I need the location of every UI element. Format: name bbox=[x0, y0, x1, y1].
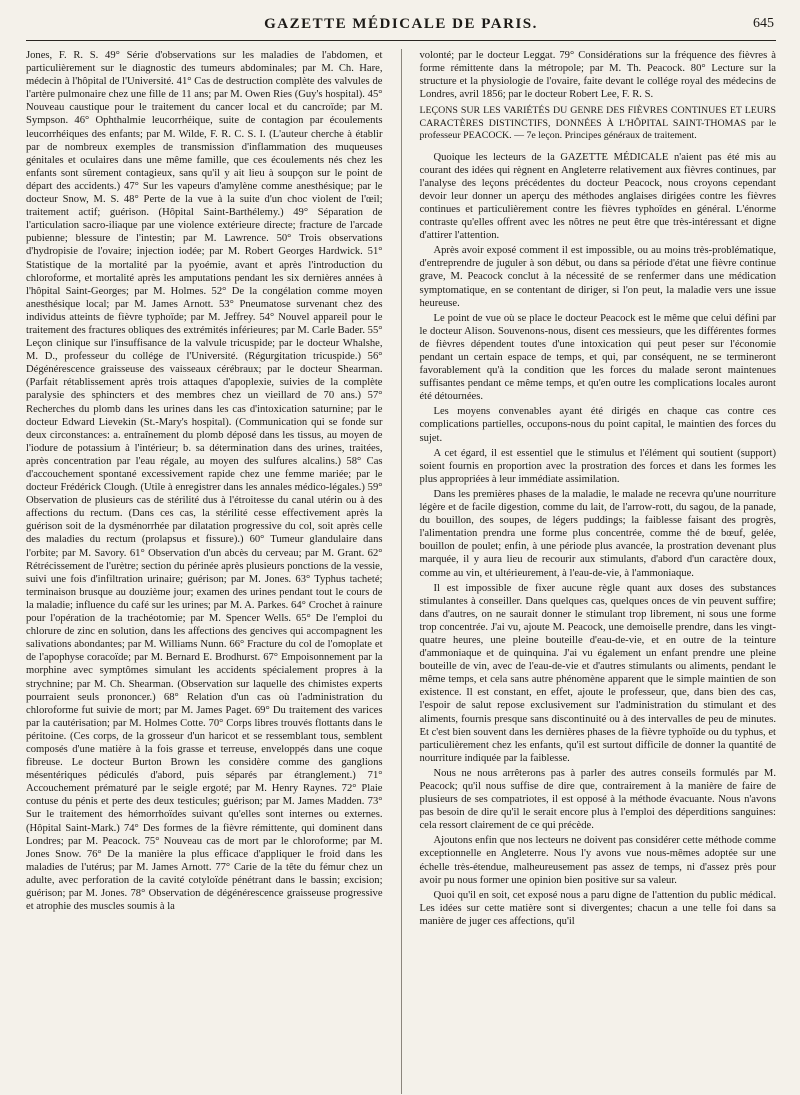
paragraph-5: A cet égard, il est essentiel que le stimulus et l'élément qui soutient (support) soient fournis en proportion avec la prostration des forces et dans les formes les plus appropriées à leur immédiate assimilation. bbox=[419, 447, 776, 485]
paragraph-10: Quoi qu'il en soit, cet exposé nous a paru digne de l'attention du public médical. Les idées sur cette matière sont si divergentes; chacun a une telle foi dans sa manière de juger ces affections, qu'il bbox=[419, 889, 776, 927]
page-number: 645 bbox=[753, 16, 774, 31]
left-column-text: Jones, F. R. S. 49° Série d'observations sur les maladies de l'abdomen, et particulièrement sur le diagnostic des tumeurs abdominales; par M. Ch. Hare, médecin à l'hôpital de l'Université. 41° Cas de destruction complète des valvules de l'artère pulmonaire chez une fille de 11 ans; par M. Owen Ries (Guy's hospital). 45° Nouveau caustique pour le traitement du cancer local et du cancroïde; par M. Sympson. 46° Ophthalmie leucorrhéique, suite de contagion par écoulements leucorrhéiques des enfants; par M. Wilde, F. R. C. S. I. (L'auteur cherche à établir par de nombreux exemples de transmission d'inflammation des muqueuses génitales et oculaires dans une même famille, que ces écoulements nés chez les enfants sont sûrement contagieux, sans qu'il y ait lieu à soupçon sur le point de départ des accidents.) 47° Sur les vapeurs d'amylène comme anesthésique; par le docteur Snow, M. S. 48° Perte de la vue à la suite d'un choc violent de l'œil; traitement actif; guérison. (Hôpital Saint-Barthélemy.) 49° Séparation de l'articulation sacro-iliaque par une violence extérieure directe; fracture de l'arcade pubienne; blessure de l'intestin; par M. Lawrence. 50° Trois observations d'hydropisie de l'ovaire; injection iodée; par M. Robert Georges Hardwick. 51° Statistique de la mortalité par la pyoémie, avant et après l'introduction du chloroforme, et mortalité après les amputations pendant les six dernières années à l'hôpital Saint-Georges; par M. Holmes. 52° De la congélation comme moyen anesthésique local; par M. James Arnott. 53° Pneumatose survenant chez des individus atteints de fièvre typhoïde; par M. Jeffrey. 54° Nouvel appareil pour le traitement des fractures obliques des extrémités inférieures; par M. Carle Bader. 55° Leçon clinique sur l'insuffisance de la valvule tricuspide; par le docteur Whalshe, M. D., professeur du collége de l'Université. (Régurgitation tricuspide.) 56° Dégénérescence graisseuse des vaisseaux cérébraux; par le docteur Shearman. (Parfait rétablissement après trois attaques d'apoplexie, suivies de la complète paralysie des sphincters et des membres chez un vieillard de 70 ans.) 57° Recherches du plomb dans les urines dans les cas d'intoxication saturnine; par le docteur Edward Lievekin (St.-Mary's hospital). (Communication qui se fonde sur deux circonstances: a. entraînement du plomb déposé dans les tissus, au moyen de l'iodure de potassium à l'intérieur; b. sa détermination dans des urines, traitées, après concentration par l'eau régale, au moyen des sulfures alcalins.) 58° Cas d'accouchement spontané excessivement rapide chez une femme mariée; par le docteur Frédérick Clough. (Utile à enregistrer dans les annales médico-légales.) 59° Observation de plusieurs cas de stérilité dus à l'étroitesse du canal utérin ou à des affections du rectum. (Dans ces cas, la stérilité cesse effectivement après la guérison soit de la dysménorrhée par dilatation progressive du col, soit après celle des maladies du rectum (prolapsus et fissure).) 60° Tumeur glandulaire dans l'orbite; par M. Savory. 61° Observation d'un abcès du cerveau; par M. Grant. 62° Rétrécissement de l'urètre; section du périnée après plusieurs ponctions de la vessie, suivi une fois d'infiltration urinaire; guérison; par M. Jones. 63° Typhus tacheté; terminaison brusque au douzième jour; examen des urines pendant tout le cours de la maladie; influence du café sur les urines; par M. A. Parkes. 64° Crochet à rainure pour l'opération de la trachéotomie; par M. Spencer Wells. 65° De l'emploi du chlorure de zinc en solution, dans les affections des gencives qui accompagnent les salivations abondantes; par M. Williams Nunn. 66° Fracture du col de l'omoplate et de l'apophyse coracoïde; par M. Bernard E. Brodhurst. 67° Empoisonnement par la morphine avec symptômes simulant les accidents spécialement propres à la strychnine; par M. Ch. Shearman. (Observation sur laquelle des chimistes experts pourraient seuls prononcer.) 68° Relation d'un cas où l'administration du chloroforme fut suivie de mort; par M. James Paget. 69° Du traitement des varices par la cautérisation; par M. Holmes Cotte. 70° Corps libres trouvés flottants dans le péritoine. (Ces corps, de la grosseur d'un haricot et se ressemblant tous, semblent composés d'une matière à la fois grasse et terreuse, enveloppés dans une coque fibreuse. Le docteur Burton Brown les considère comme des ganglions mésentériques pédiculés d'abord, puis séparés par étranglement.) 71° Accouchement prématuré par le seigle ergoté; par M. Henry Raynes. 72° Plaie contuse du pénis et perte des deux testicules; guérison; par M. James Madden. 73° Sur le traitement des hémorrhoïdes suivant qu'elles sont internes ou externes. (Hôpital Saint-Mark.) 74° Des formes de la fièvre rémittente, qui dominent dans Londres; par M. Peacock. 75° Nouveau cas de mort par le chloroforme; par M. Jones Snow. 76° De la manière la plus efficace d'appliquer le froid dans les maladies de l'utérus; par M. James Arnott. 77° Carie de la tête du fémur chez un adulte, avec perforation de la cavité cotyloïde pénétrant dans le bassin; excision; guérison; par M. Jones. 78° Observation de dégénérescence graisseuse progressive et atrophie des muscles soumis à la bbox=[26, 50, 383, 913]
paragraph-9: Ajoutons enfin que nos lecteurs ne doivent pas considérer cette méthode comme exceptionnelle en Angleterre. Nous l'y avons vue nous-mêmes adoptée sur une échelle très-étendue, malheureusement pas assez de temps, ni d'assez près pour avoir pu nous former une opinion bien positive sur sa valeur. bbox=[419, 835, 776, 886]
page-header bbox=[26, 14, 776, 41]
left-column bbox=[26, 49, 383, 1094]
article-heading: LEÇONS SUR LES VARIÉTÉS DU GENRE DES FIÈVRES CONTINUES ET LEURS CARACTÈRES DISTINCTIFS, DONNÉES À L'HÔPITAL SAINT-THOMAS par le professeur PEACOCK. — 7e leçon. Principes généraux de traitement. bbox=[419, 105, 776, 142]
text-columns bbox=[26, 49, 776, 1094]
paragraph-2: Après avoir exposé comment il est impossible, ou au moins très-problématique, d'entreprendre de juguler à son début, ou dans sa période d'état une fièvre continue grave, M. Peacock conclut à la nécessité de se renfermer dans une médication symptomatique, en se contentant de diriger, si l'on peut, la maladie vers une issue heureuse. bbox=[419, 245, 776, 309]
continuation-text: volonté; par le docteur Leggat. 79° Considérations sur la fréquence des fièvres à forme rémittente dans la métropole; par M. Th. Peacock. 80° Lecture sur la structure et la physiologie de l'ovaire, faite devant le collége royal des médecins de Londres, avril 1856; par le docteur Robert Lee, F. R. S. bbox=[419, 50, 776, 101]
paragraph-1: Quoique les lecteurs de la GAZETTE MÉDICALE n'aient pas été mis au courant des idées qui règnent en Angleterre relativement aux fièvres continues, par l'analyse des leçons précédentes du docteur Peacock, nous croyons cependant devoir leur donner un aperçu des méthodes anglaises dirigées contre les fièvres continues et particulièrement contre les fièvres typhoïdes en général. L'énorme contraste qu'elles offrent avec les nôtres ne peut être que très-intéressant et digne d'attirer l'attention. bbox=[419, 151, 776, 242]
right-column bbox=[419, 49, 776, 1094]
paragraph-6: Dans les premières phases de la maladie, le malade ne recevra qu'une nourriture légère et de facile digestion, comme du lait, de l'arrow-rott, du sagou, de la panade, du bouillon, des soupes, de légers puddings; la faiblesse faisant des progrès, l'alimentation prendra une forme plus concentrée, comme thé de bœuf, gelée, bouillon de poulet; enfin, à une période plus avancée, la prostration devenant plus marquée, il y aura lieu de recourir aux stimulants, d'abord d'un caractère doux, comme au vin, et ultérieurement, à l'eau-de-vie, à l'ammoniaque. bbox=[419, 488, 776, 579]
paragraph-8: Nous ne nous arrêterons pas à parler des autres conseils formulés par M. Peacock; qu'il nous suffise de dire que, contrairement à la manière de faire de plusieurs de ses compatriotes, il est opposé à la méthode évacuante. Nous n'avons pas besoin de dire qu'il le serait encore plus à l'emploi des déperditions sanguines: cela ressort clairement de ce qui précède. bbox=[419, 767, 776, 832]
paragraph-4: Les moyens convenables ayant été dirigés en chaque cas contre ces complications partielles, occupons-nous du point capital, le maintien des forces du sujet. bbox=[419, 406, 776, 444]
journal-title: GAZETTE MÉDICALE DE PARIS. bbox=[264, 16, 538, 32]
paragraph-7: Il est impossible de fixer aucune règle quant aux doses des substances stimulantes à conseiller. Dans quelques cas, quelques onces de vin peuvent suffire; dans d'autres, on ne saurait donner le stimulant trop librement, ni sous une forme trop concentrée. J'ai vu, ajoute M. Peacock, une demoiselle prendre, dans les vingt-quatre heures, une pleine bouteille d'eau-de-vie, et en outre de la teinture d'ammoniaque et de quinquina. J'ai vu également un enfant prendre une pleine bouteille de vin, avec de l'eau-de-vie et d'autres stimulants ou aliments, pendant le même temps, et cela sans autre phénomène apparent que le simple maintien de son existence. Il est constant, en effet, ajoute le professeur, que, dans bien des cas, l'espoir de salut repose exclusivement sur l'administration du stimulant et des aliments, fournis presque sans discontinuité ou à des intervalles de peu de minutes. Et c'est bien souvent dans les dernières phases de la fièvre typhoïde ou du typhus, et particulièrement chez les enfants, qu'il est surtout difficile de donner la quantité de nourriture indiquée par la faiblesse. bbox=[419, 582, 776, 764]
column-divider bbox=[401, 49, 402, 1094]
paragraph-3: Le point de vue où se place le docteur Peacock est le même que celui défini par le docteur Alison. Souvenons-nous, disent ces messieurs, que les différentes formes de fièvres dépendent toutes d'une intoxication qui peut peser sur l'économie pendant un certain espace de temps, et qui, par conséquent, ne se termineront favorablement qu'à la condition que les forces du malade seront maintenues suffisantes pendant ce même temps, et qu'en outre les complications locales auront été détournées. bbox=[419, 312, 776, 403]
